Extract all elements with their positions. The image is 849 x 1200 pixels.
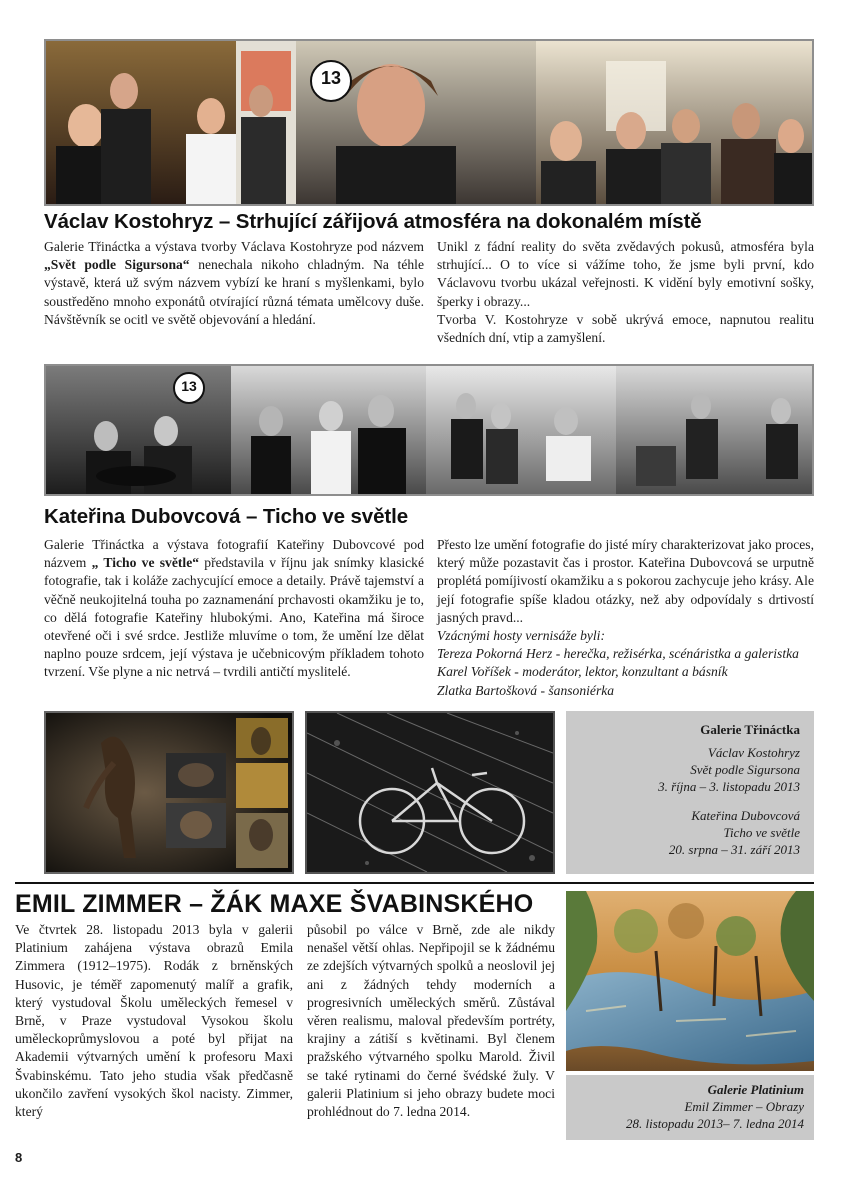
zimmer-painting [566,891,814,1071]
article2-text-b: představila v říjnu jak snímky klasické fotografie, tak i koláže zachycující emoce a detaily. Právě tajemství a věčně neukojitelná touha po zaznamenání prchavosti okamžiku je to, co dělá fotografie Kateřiny hlubokými. Ano, Kateřina má široce otevřené oči i své srdce. Jestliže mluvíme o tom, že umění lze dělat naplno pouze srdcem, její výstava je učebnicovým příkladem tohoto tvrzení. Vše plyne a nic netrvá – tvrdili antičtí myslitelé. [44,555,424,680]
guest-item: Karel Voříšek - moderátor, lektor, konzultant a básník [437,664,728,680]
article1-text-a: Galerie Třináctka a výstava tvorby Václava Kostohryze pod názvem [44,239,424,254]
article1-paragraph-1: Unikl z fádní reality do světa zvědavých pokusů, atmosféra byla strhující... O to více si vážíme toho, že jsme byli první, kdo Václavovu tvorbu ukázal veřejnosti. K vidění byly emotivní sošky, šperky i obrazy... [437,239,814,309]
platinium-exhibition: Emil Zimmer – Obrazy [684,1099,804,1114]
article1-column-left [44,238,424,329]
guests-heading: Vzácnými hosty vernisáže byli: [437,628,605,644]
article1-text-b: nenechala nikoho chladným. Na téhle výstavě, která už svým názvem vybízí ke hraní s myšlenkami, bylo soustředěno mnoho exponátů otvírající různá témata umělcovy duše. Návštěvník se ocitl ve světě objevování a hledání. [44,257,424,327]
guest-item: Tereza Pokorná Herz - herečka, režisérka, scénáristka a galeristka [437,646,799,662]
sculpture-photo [44,711,294,874]
exhibition-dates: 20. srpna – 31. září 2013 [668,842,800,857]
bicycle-photo [305,711,555,874]
article2-column-left [44,536,424,682]
gallery-13-logo-text: 13 [320,68,342,88]
top-photo-strip [44,39,814,206]
section-divider [15,882,814,884]
article2-column-right [437,536,814,700]
article1-column-right [437,238,814,347]
event-photo-collage [46,41,812,204]
exhibition-artist: Kateřina Dubovcová [691,808,800,823]
article-title-zimmer: EMIL ZIMMER – ŽÁK MAXE ŠVABINSKÉHO [15,890,534,918]
page-number: 8 [15,1150,23,1165]
gallery-13-logo-text: 13 [181,378,197,394]
article3-column-left [15,921,293,1121]
article-title-dubovcova: Kateřina Dubovcová – Ticho ve světle [44,505,409,528]
article-title-kostohryz: Václav Kostohryz – Strhující zářijová atmosféra na dokonalém místě [44,210,702,233]
guest-item: Zlatka Bartošková - šansoniérka [437,682,615,698]
gallery-box-title: Galerie Třináctka [700,722,800,737]
gallery-info-box [566,711,814,874]
article3-text-a: Ve čtvrtek 28. listopadu 2013 byla v galerii Platinium zahájena výstava obrazů Emila Zimmera (1912–1975). Rodák z brněnských Husovic, je téměř zapomenutý malíř a grafik, který vystudoval Školu uměleckých řemesel v Brně, v Praze vystudoval Vysokou školu uměleckoprůmyslovou a poté byl přijat na Akademii výtvarných umění k profesoru Maxi Švabinskému. Tato jeho studia však předčasně ukončilo zavření vysokých škol nacisty. Zimmer, který [15,922,293,1120]
exhibition-artist: Václav Kostohryz [707,745,800,760]
platinium-box-title: Galerie Platinium [707,1082,804,1097]
article2-text-a: Galerie Třináctka a výstava fotografií Kateřiny Dubovcové pod názvem [44,537,424,571]
platinium-info-box [566,1075,814,1140]
exhibition-name: Ticho ve světle [723,825,800,840]
exhibition-name: Svět podle Sigursona [690,762,800,777]
exhibition-name-ticho: „ Ticho ve světle“ [91,555,200,571]
article3-column-right [307,921,555,1121]
platinium-dates: 28. listopadu 2013– 7. ledna 2014 [625,1116,804,1131]
article2-paragraph-1: Přesto lze umění fotografie do jisté míry charakterizovat jako proces, který může pozastavit čas i prostor. Kateřina Dubovcová se urputně proplétá pomíjivostí okamžiku a s pokorou zachycuje jeho krásy. Ale její fotografie spíše kladou otázky, než aby odpovídaly s drtivostí jasných pravd... [437,537,814,625]
vernissage-photo-collage [46,366,812,494]
exhibition-dates: 3. října – 3. listopadu 2013 [658,779,800,794]
exhibition-name-sigurson: „Svět podle Sigursona“ [44,257,190,273]
middle-photo-strip [44,364,814,496]
article3-text-b: působil po válce v Brně, zde ale nikdy nenašel větší ohlas. Nepřipojil se k žádnému ze zdejších výtvarných spolků a neoslovil jej ani z žádných tehdy moderních a progresivních uměleckých směrů. Zůstával věren realismu, maloval především portréty, krajiny a zátiší s květinami. Byl členem pražského výtvarného spolku Marold. Živil se také rytinami do černé švédské žuly. V galerii Platinium si jeho obrazy budete moci prohlédnout do 7. ledna 2014. [307,922,555,1120]
article1-paragraph-2: Tvorba V. Kostohryze v sobě ukrývá emoce, napnutou realitu všedních dní, vtip a zamyšlení. [437,311,814,346]
